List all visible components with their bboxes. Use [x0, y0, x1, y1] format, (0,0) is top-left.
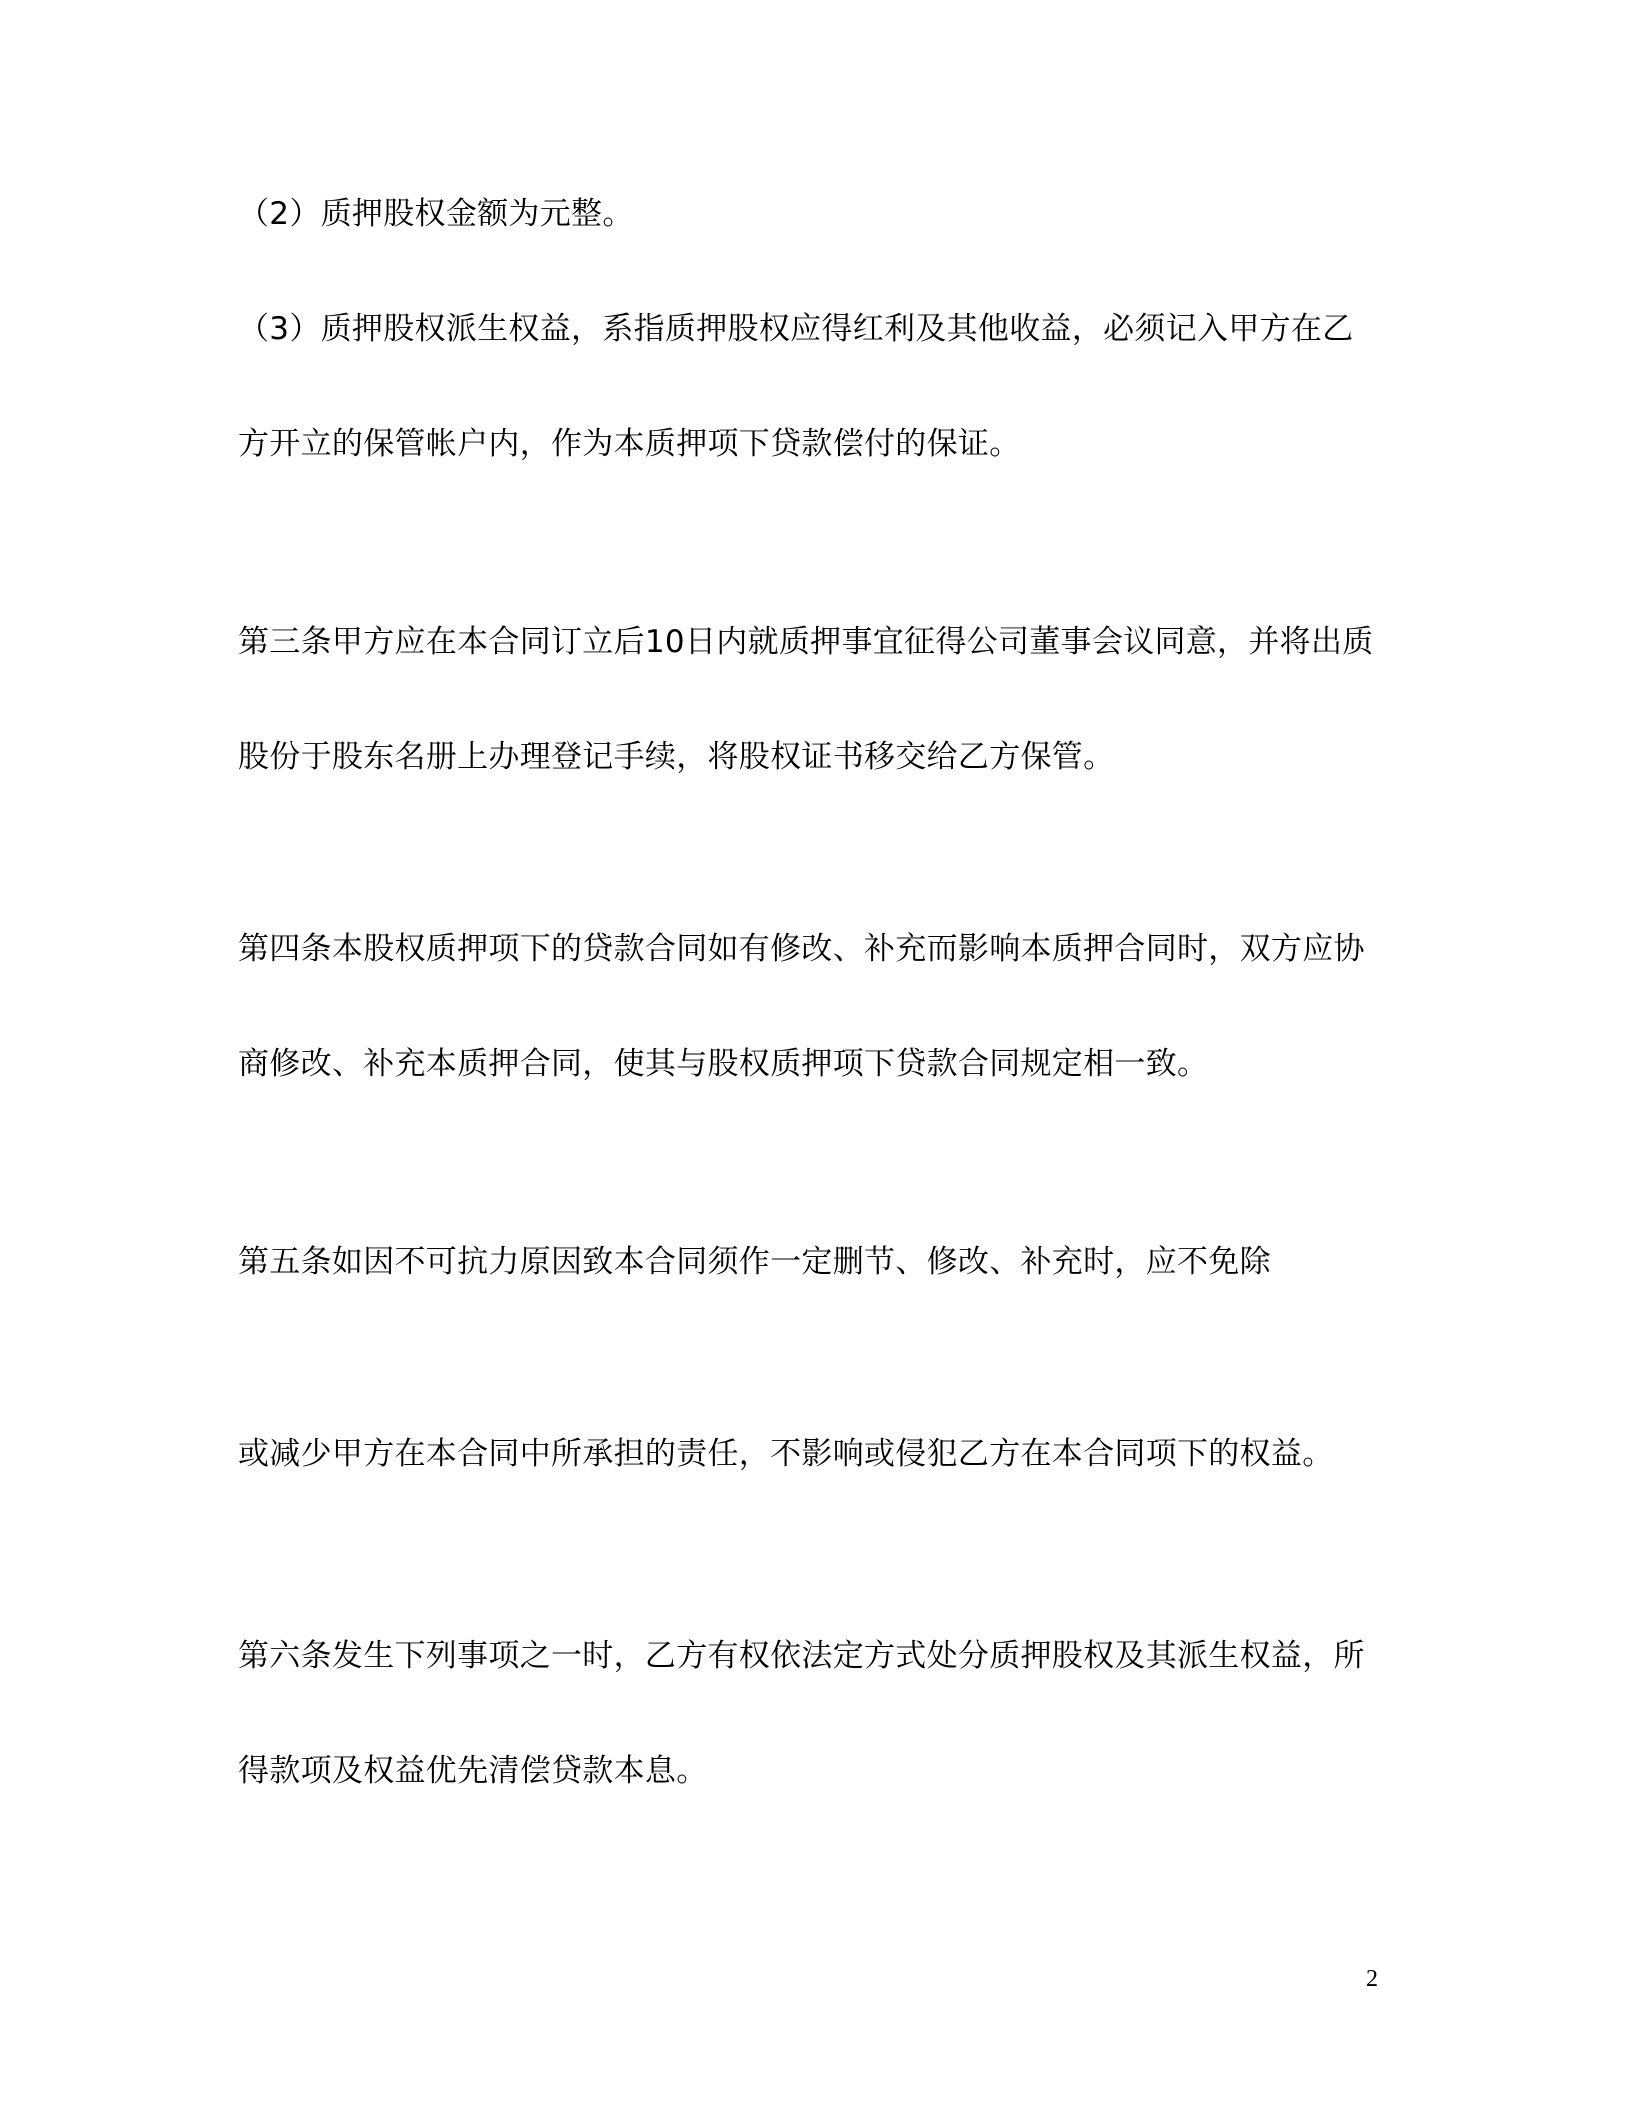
page-number: 2: [1366, 1966, 1378, 1992]
text-line-article-5-1: 第五条如因不可抗力原因致本合同须作一定删节、修改、补充时，应不免除: [238, 1244, 1271, 1280]
text-line-derived-rights-1: （3）质押股权派生权益，系指质押股权应得红利及其他收益，必须记入甲方在乙: [238, 311, 1354, 347]
text-line-article-6-1: 第六条发生下列事项之一时，乙方有权依法定方式处分质押股权及其派生权益，所: [238, 1638, 1365, 1674]
text-line-article-5-2: 或减少甲方在本合同中所承担的责任，不影响或侵犯乙方在本合同项下的权益。: [238, 1436, 1334, 1472]
text-line-pledge-amount: （2）质押股权金额为元整。: [238, 196, 634, 232]
text-line-article-4-2: 商修改、补充本质押合同，使其与股权质押项下贷款合同规定相一致。: [238, 1046, 1209, 1082]
text-line-article-6-2: 得款项及权益优先清偿贷款本息。: [238, 1753, 708, 1789]
text-line-article-3-1: 第三条甲方应在本合同订立后10日内就质押事宜征得公司董事会议同意，并将出质: [238, 624, 1374, 660]
text-line-article-4-1: 第四条本股权质押项下的贷款合同如有修改、补充而影响本质押合同时，双方应协: [238, 931, 1365, 967]
text-line-article-3-2: 股份于股东名册上办理登记手续，将股权证书移交给乙方保管。: [238, 739, 1115, 775]
text-line-derived-rights-2: 方开立的保管帐户内，作为本质押项下贷款偿付的保证。: [238, 426, 1021, 462]
